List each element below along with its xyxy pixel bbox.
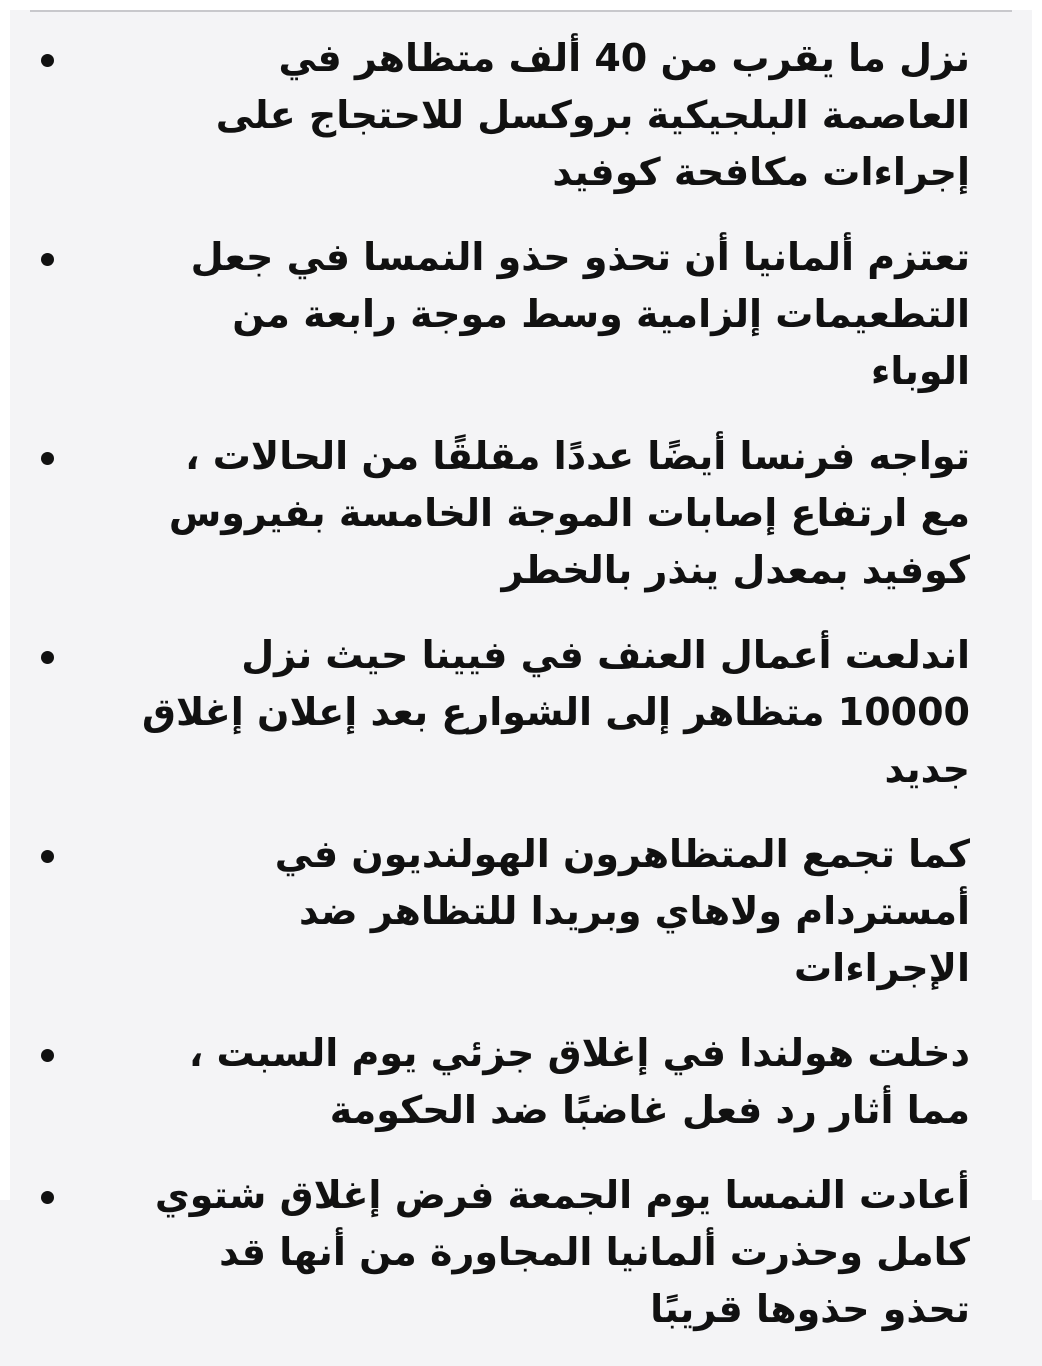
list-item-text: اندلعت أعمال العنف في فيينا حيث نزل 10000 متظاهر إلى الشوارع بعد إعلان إغلاق جديد <box>141 633 970 791</box>
list-item-text: تعتزم ألمانيا أن تحذو حذو النمسا في جعل التطعيمات إلزامية وسط موجة رابعة من الوباء <box>190 235 970 393</box>
list-item-text: دخلت هولندا في إغلاق جزئي يوم السبت ، مما أثار رد فعل غاضبًا ضد الحكومة <box>188 1031 970 1132</box>
bullet-dot <box>41 253 54 266</box>
list-item <box>130 1167 970 1338</box>
list-item <box>130 229 970 400</box>
bullet-dot <box>41 850 54 863</box>
list-item <box>130 1025 970 1139</box>
list-item <box>130 30 970 201</box>
top-divider <box>30 10 1012 12</box>
list-item-text: أعادت النمسا يوم الجمعة فرض إغلاق شتوي كامل وحذرت ألمانيا المجاورة من أنها قد تحذو حذوها قريبًا <box>154 1173 970 1331</box>
bullet-dot <box>41 1191 54 1204</box>
list-item <box>130 428 970 599</box>
list-item <box>130 627 970 798</box>
news-bullet-list <box>30 30 970 1366</box>
top-bar <box>0 0 1042 10</box>
list-item-text: نزل ما يقرب من 40 ألف متظاهر في العاصمة البلجيكية بروكسل للاحتجاج على إجراءات مكافحة كوفيد <box>215 36 970 194</box>
left-margin <box>0 0 10 1200</box>
right-margin <box>1032 0 1042 1200</box>
bullet-dot <box>41 452 54 465</box>
list-item-text: تواجه فرنسا أيضًا عددًا مقلقًا من الحالات ، مع ارتفاع إصابات الموجة الخامسة بفيروس كوفيد بمعدل ينذر بالخطر <box>168 434 970 592</box>
list-item <box>130 826 970 997</box>
bullet-dot <box>41 54 54 67</box>
list-item-text: كما تجمع المتظاهرون الهولنديون في أمستردام ولاهاي وبريدا للتظاهر ضد الإجراءات <box>274 832 970 990</box>
bullet-dot <box>41 1049 54 1062</box>
bullet-dot <box>41 651 54 664</box>
